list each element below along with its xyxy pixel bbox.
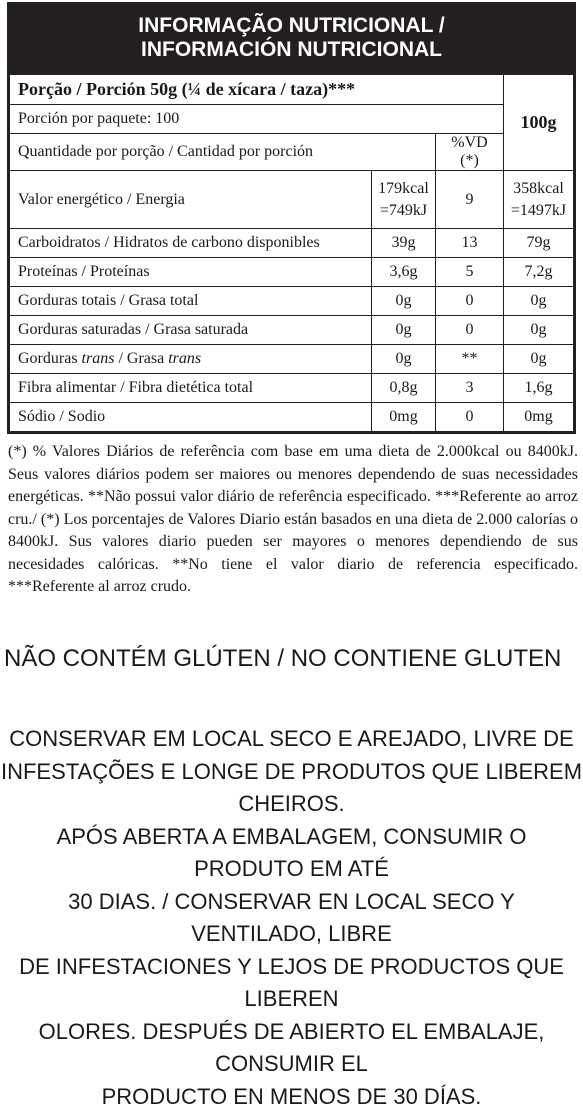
vd-value: 9 <box>436 171 504 229</box>
quantity-header-row <box>10 134 574 171</box>
table-row <box>10 345 574 374</box>
footnotes: (*) % Valores Diários de referência com base em uma dieta de 2.000kcal ou 8400kJ. Seus valores diários podem ser maiores ou menores dependendo de suas necessidades energéticas. **Não possui valor diário de referência especificado. ***Referente ao arroz cru./ (*) Los porcentajes de Valores Diario están basados en una dieta de 2.000 calorías o 8400kJ. Sus valores diario pueden ser mayores o menores dependiendo de sus necesidades calóricas. **No tiene el valor diario de referencia especificado. ***Referente al arroz crudo. <box>8 441 578 599</box>
nutrition-header <box>9 4 574 74</box>
nutrient-name <box>10 345 372 374</box>
nutrient-name-italic: trans <box>82 350 115 367</box>
storage-line: DE INFESTACIONES Y LEJOS DE PRODUCTOS QUE LIBEREN <box>0 951 583 1016</box>
storage-line: 30 DIAS. / CONSERVAR EN LOCAL SECO Y VENTILADO, LIBRE <box>0 886 583 951</box>
portion-value: 0,8g <box>372 374 436 403</box>
portion-value: 0g <box>372 316 436 345</box>
table-row <box>10 229 574 258</box>
per100-value <box>504 171 574 229</box>
header-title-pt: INFORMAÇÃO NUTRICIONAL / <box>13 14 570 38</box>
nutrient-name: Sódio / Sodio <box>10 403 372 432</box>
nutrient-name-part: / Grasa <box>114 350 168 367</box>
storage-line: OLORES. DESPUÉS DE ABIERTO EL EMBALAJE, CONSUMIR EL <box>0 1016 583 1081</box>
portion-value-kcal: 179kcal <box>376 178 431 200</box>
quantity-label: Quantidade por porção / Cantidad por porción <box>10 134 436 171</box>
per100-value-kcal: 358kcal <box>508 178 569 200</box>
vd-value: 0 <box>436 316 504 345</box>
portion-value <box>372 171 436 229</box>
per100-value: 1,6g <box>504 374 574 403</box>
table-row <box>10 374 574 403</box>
table-row <box>10 403 574 432</box>
storage-line: CONSERVAR EM LOCAL SECO E AREJADO, LIVRE DE <box>0 723 583 756</box>
vd-value: 3 <box>436 374 504 403</box>
nutrient-name-part: Gorduras <box>18 350 82 367</box>
nutrient-name: Proteínas / Proteínas <box>10 258 372 287</box>
table-row <box>10 287 574 316</box>
vd-header: %VD (*) <box>436 134 504 171</box>
col-100g-header: 100g <box>504 75 574 171</box>
vd-value: 0 <box>436 403 504 432</box>
storage-line: PRODUCTO EN MENOS DE 30 DÍAS. <box>0 1081 583 1113</box>
vd-value: ** <box>436 345 504 374</box>
storage-line: INFESTAÇÕES E LONGE DE PRODUTOS QUE LIBEREM CHEIROS. <box>0 756 583 821</box>
per100-value: 0g <box>504 316 574 345</box>
vd-value: 0 <box>436 287 504 316</box>
per100-value: 0g <box>504 345 574 374</box>
portion-value: 0mg <box>372 403 436 432</box>
nutrient-name: Fibra alimentar / Fibra dietética total <box>10 374 372 403</box>
nutrition-facts-panel <box>7 2 576 434</box>
nutrition-table <box>9 74 574 432</box>
per100-value-kj: =1497kJ <box>508 200 569 222</box>
table-row <box>10 316 574 345</box>
portion-value: 3,6g <box>372 258 436 287</box>
storage-line: APÓS ABERTA A EMBALAGEM, CONSUMIR O PRODUTO EM ATÉ <box>0 821 583 886</box>
nutrient-name: Carboidratos / Hidratos de carbono disponibles <box>10 229 372 258</box>
header-title-es: INFORMACIÓN NUTRICIONAL <box>13 38 570 62</box>
per100-value: 7,2g <box>504 258 574 287</box>
nutrient-name-italic: trans <box>168 350 201 367</box>
portion-value: 0g <box>372 345 436 374</box>
per-package-label: Porción por paquete: 100 <box>10 105 504 134</box>
table-row <box>10 171 574 229</box>
portion-value-kj: =749kJ <box>376 200 431 222</box>
nutrient-name: Gorduras totais / Grasa total <box>10 287 372 316</box>
storage-instructions <box>0 723 583 1113</box>
nutrient-name: Valor energético / Energia <box>10 171 372 229</box>
portion-value: 0g <box>372 287 436 316</box>
portion-row <box>10 75 574 105</box>
gluten-free-statement: NÃO CONTÉM GLÚTEN / NO CONTIENE GLUTEN <box>4 645 583 673</box>
vd-value: 13 <box>436 229 504 258</box>
vd-value: 5 <box>436 258 504 287</box>
portion-label: Porção / Porción 50g (¼ de xícara / taza)*** <box>10 75 504 105</box>
per100-value: 79g <box>504 229 574 258</box>
per100-value: 0mg <box>504 403 574 432</box>
per-package-row <box>10 105 574 134</box>
nutrient-name: Gorduras saturadas / Grasa saturada <box>10 316 372 345</box>
per100-value: 0g <box>504 287 574 316</box>
table-row <box>10 258 574 287</box>
portion-value: 39g <box>372 229 436 258</box>
